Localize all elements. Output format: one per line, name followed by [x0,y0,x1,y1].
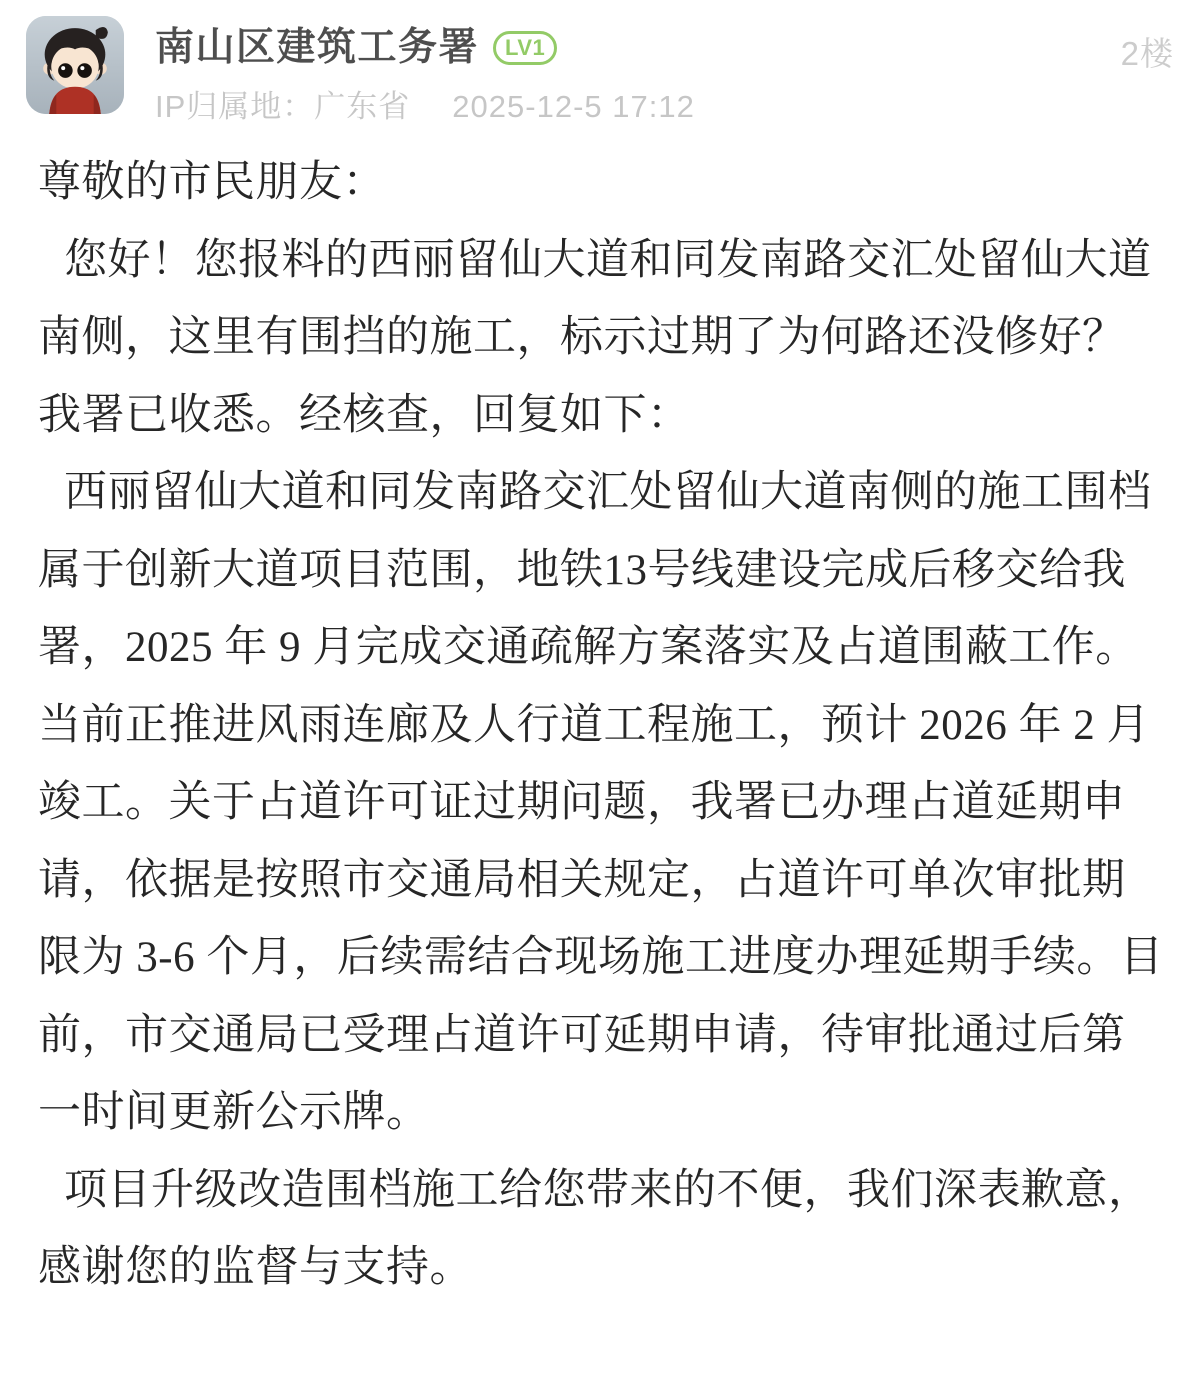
paragraph-reply-body: 西丽留仙大道和同发南路交汇处留仙大道南侧的施工围档属于创新大道项目范围，地铁13号线建设完成后移交给我署，2025 年 9 月完成交通疏解方案落实及占道围蔽工作。当前正推进风雨连廊及人行道工程施工，预计 2026 年 2 月竣工。关于占道许可证过期问题，我署已办理占道延期申请，依据是按照市交通局相关规定，占道许可单次审批期限为 3-6 个月，后续需结合现场施工进度办理延期手续。目前，市交通局已受理占道许可延期申请，待审批通过后第一时间更新公示牌。 [38,469,1164,1136]
post-meta [155,81,1002,126]
floor-number: 2楼 [1120,35,1174,72]
level-badge: LV1 [493,31,557,65]
post-timestamp: 2025-12-5 17:12 [452,89,695,124]
ip-location-label: IP归属地：广东省 [155,89,411,124]
header-main [155,24,1002,126]
post-content [38,144,1164,1307]
paragraph-apology: 项目升级改造围档施工给您带来的不便，我们深表歉意，感谢您的监督与支持。 [38,1166,1152,1291]
post-header [0,0,1202,124]
avatar-cartoon-boy-icon [26,16,124,114]
name-row [155,24,1002,72]
paragraph-intro: 您好！您报料的西丽留仙大道和同发南路交汇处留仙大道南侧，这里有围挡的施工，标示过期了为何路还没修好？我署已收悉。经核查，回复如下： [38,236,1152,439]
user-avatar[interactable] [26,16,124,114]
paragraph-greeting: 尊敬的市民朋友： [38,159,386,206]
author-name[interactable]: 南山区建筑工务署 [155,26,480,69]
